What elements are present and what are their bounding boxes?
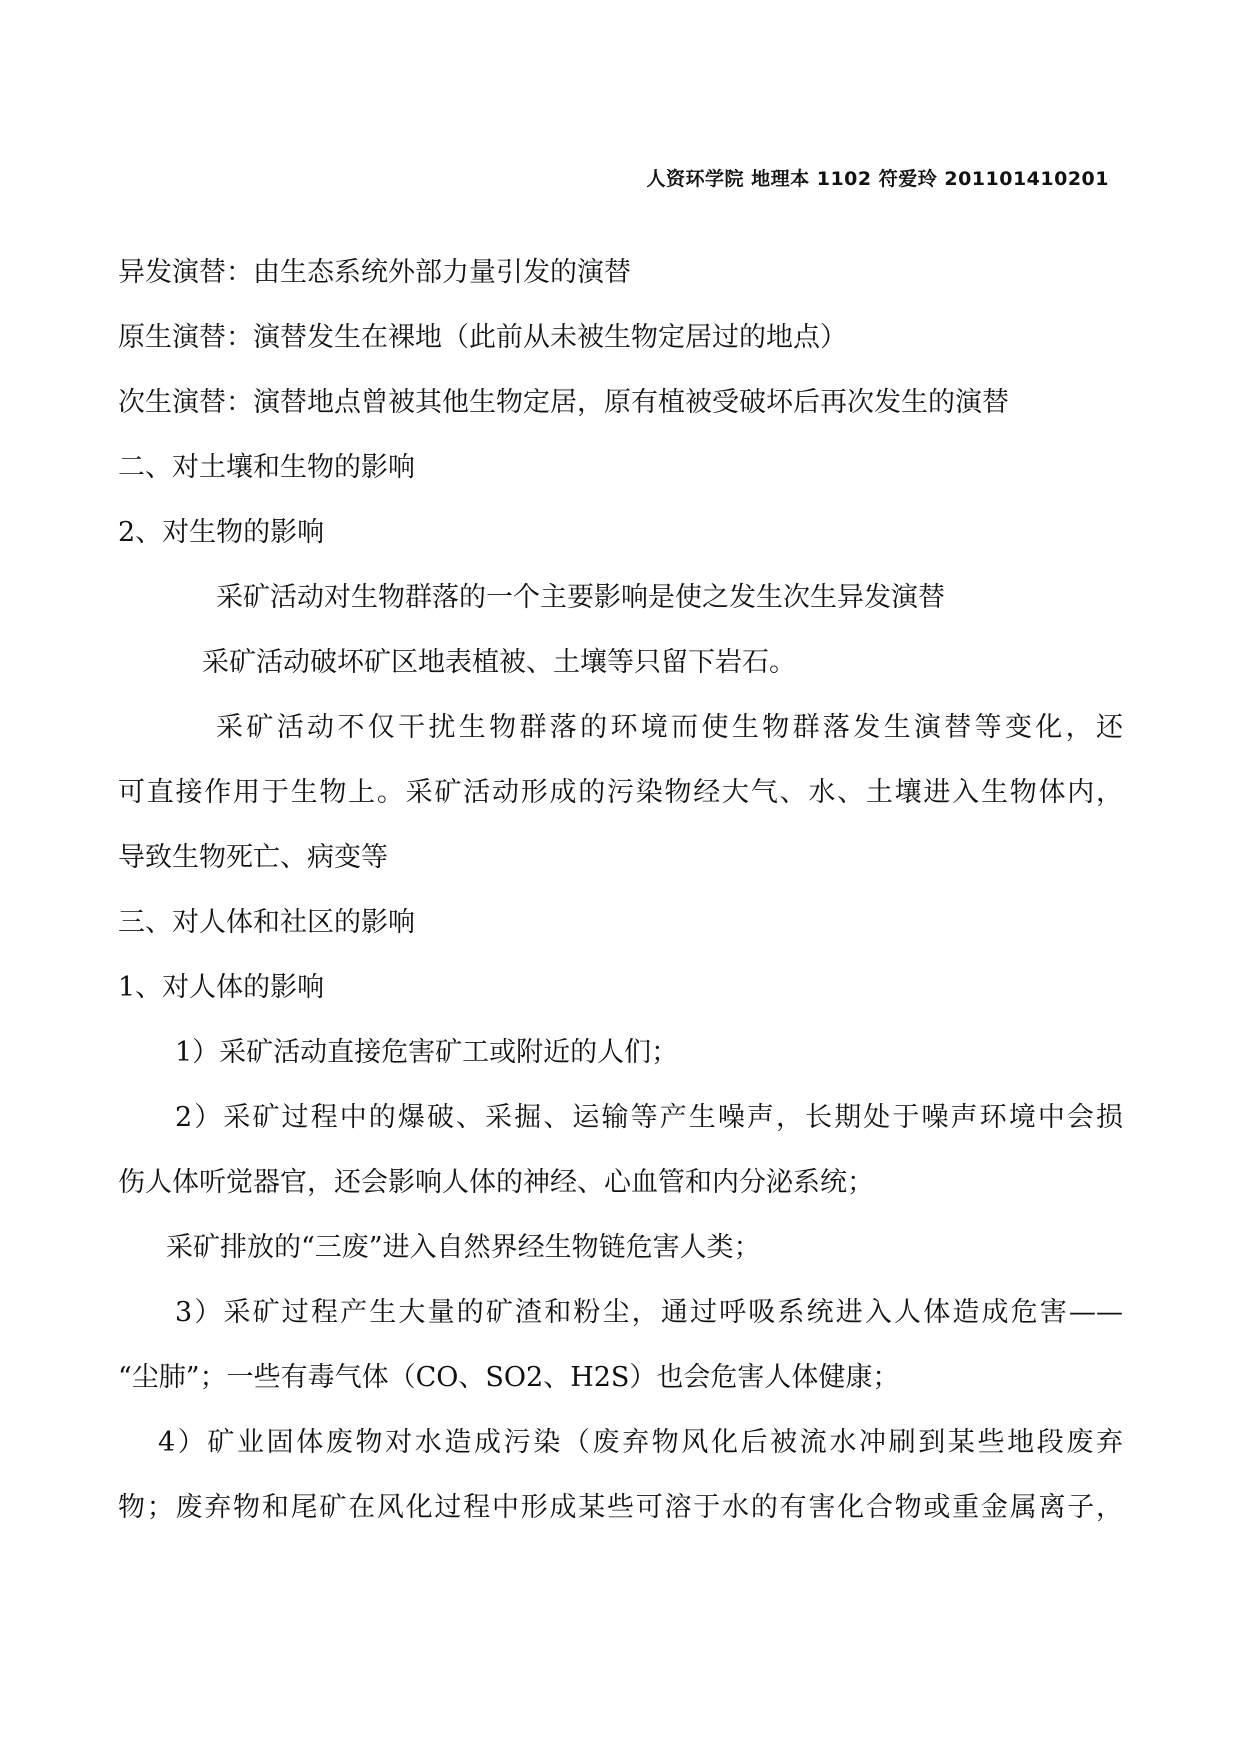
paragraph-line: 原生演替：演替发生在裸地（此前从未被生物定居过的地点）	[118, 322, 847, 353]
page-header: 人资环学院 地理本 1102 符爱玲 201101410201	[646, 168, 1109, 190]
paragraph-line: 物；废弃物和尾矿在风化过程中形成某些可溶于水的有害化合物或重金属离子，	[118, 1492, 1123, 1523]
paragraph-line: 采矿活动对生物群落的一个主要影响是使之发生次生异发演替	[216, 582, 945, 613]
list-item: 4）矿业固体废物对水造成污染（废弃物风化后被流水冲刷到某些地段废弃	[158, 1427, 1123, 1458]
paragraph-line: “尘肺”；一些有毒气体（CO、SO2、H2S）也会危害人体健康；	[118, 1362, 900, 1393]
paragraph-line: 采矿活动破坏矿区地表植被、土壤等只留下岩石。	[202, 647, 796, 678]
paragraph-line: 采矿活动不仅干扰生物群落的环境而使生物群落发生演替等变化，还	[216, 712, 1123, 743]
paragraph-line: 采矿排放的“三废”进入自然界经生物链危害人类；	[166, 1232, 761, 1263]
list-item: 2）采矿过程中的爆破、采掘、运输等产生噪声，长期处于噪声环境中会损	[175, 1102, 1123, 1133]
list-item: 1）采矿活动直接危害矿工或附近的人们；	[175, 1037, 679, 1068]
document-body	[118, 240, 1123, 1540]
paragraph-line: 可直接作用于生物上。采矿活动形成的污染物经大气、水、土壤进入生物体内，	[118, 777, 1123, 808]
subsection-heading: 2、对生物的影响	[118, 517, 325, 548]
paragraph-line: 次生演替：演替地点曾被其他生物定居，原有植被受破坏后再次发生的演替	[118, 387, 1009, 418]
paragraph-line: 导致生物死亡、病变等	[118, 842, 388, 873]
section-heading: 三、对人体和社区的影响	[118, 907, 415, 938]
paragraph-line: 伤人体听觉器官，还会影响人体的神经、心血管和内分泌系统；	[118, 1167, 874, 1198]
section-heading: 二、对土壤和生物的影响	[118, 452, 415, 483]
paragraph-line: 异发演替：由生态系统外部力量引发的演替	[118, 257, 631, 288]
subsection-heading: 1、对人体的影响	[118, 972, 325, 1003]
list-item: 3）采矿过程产生大量的矿渣和粉尘，通过呼吸系统进入人体造成危害——	[175, 1297, 1123, 1328]
